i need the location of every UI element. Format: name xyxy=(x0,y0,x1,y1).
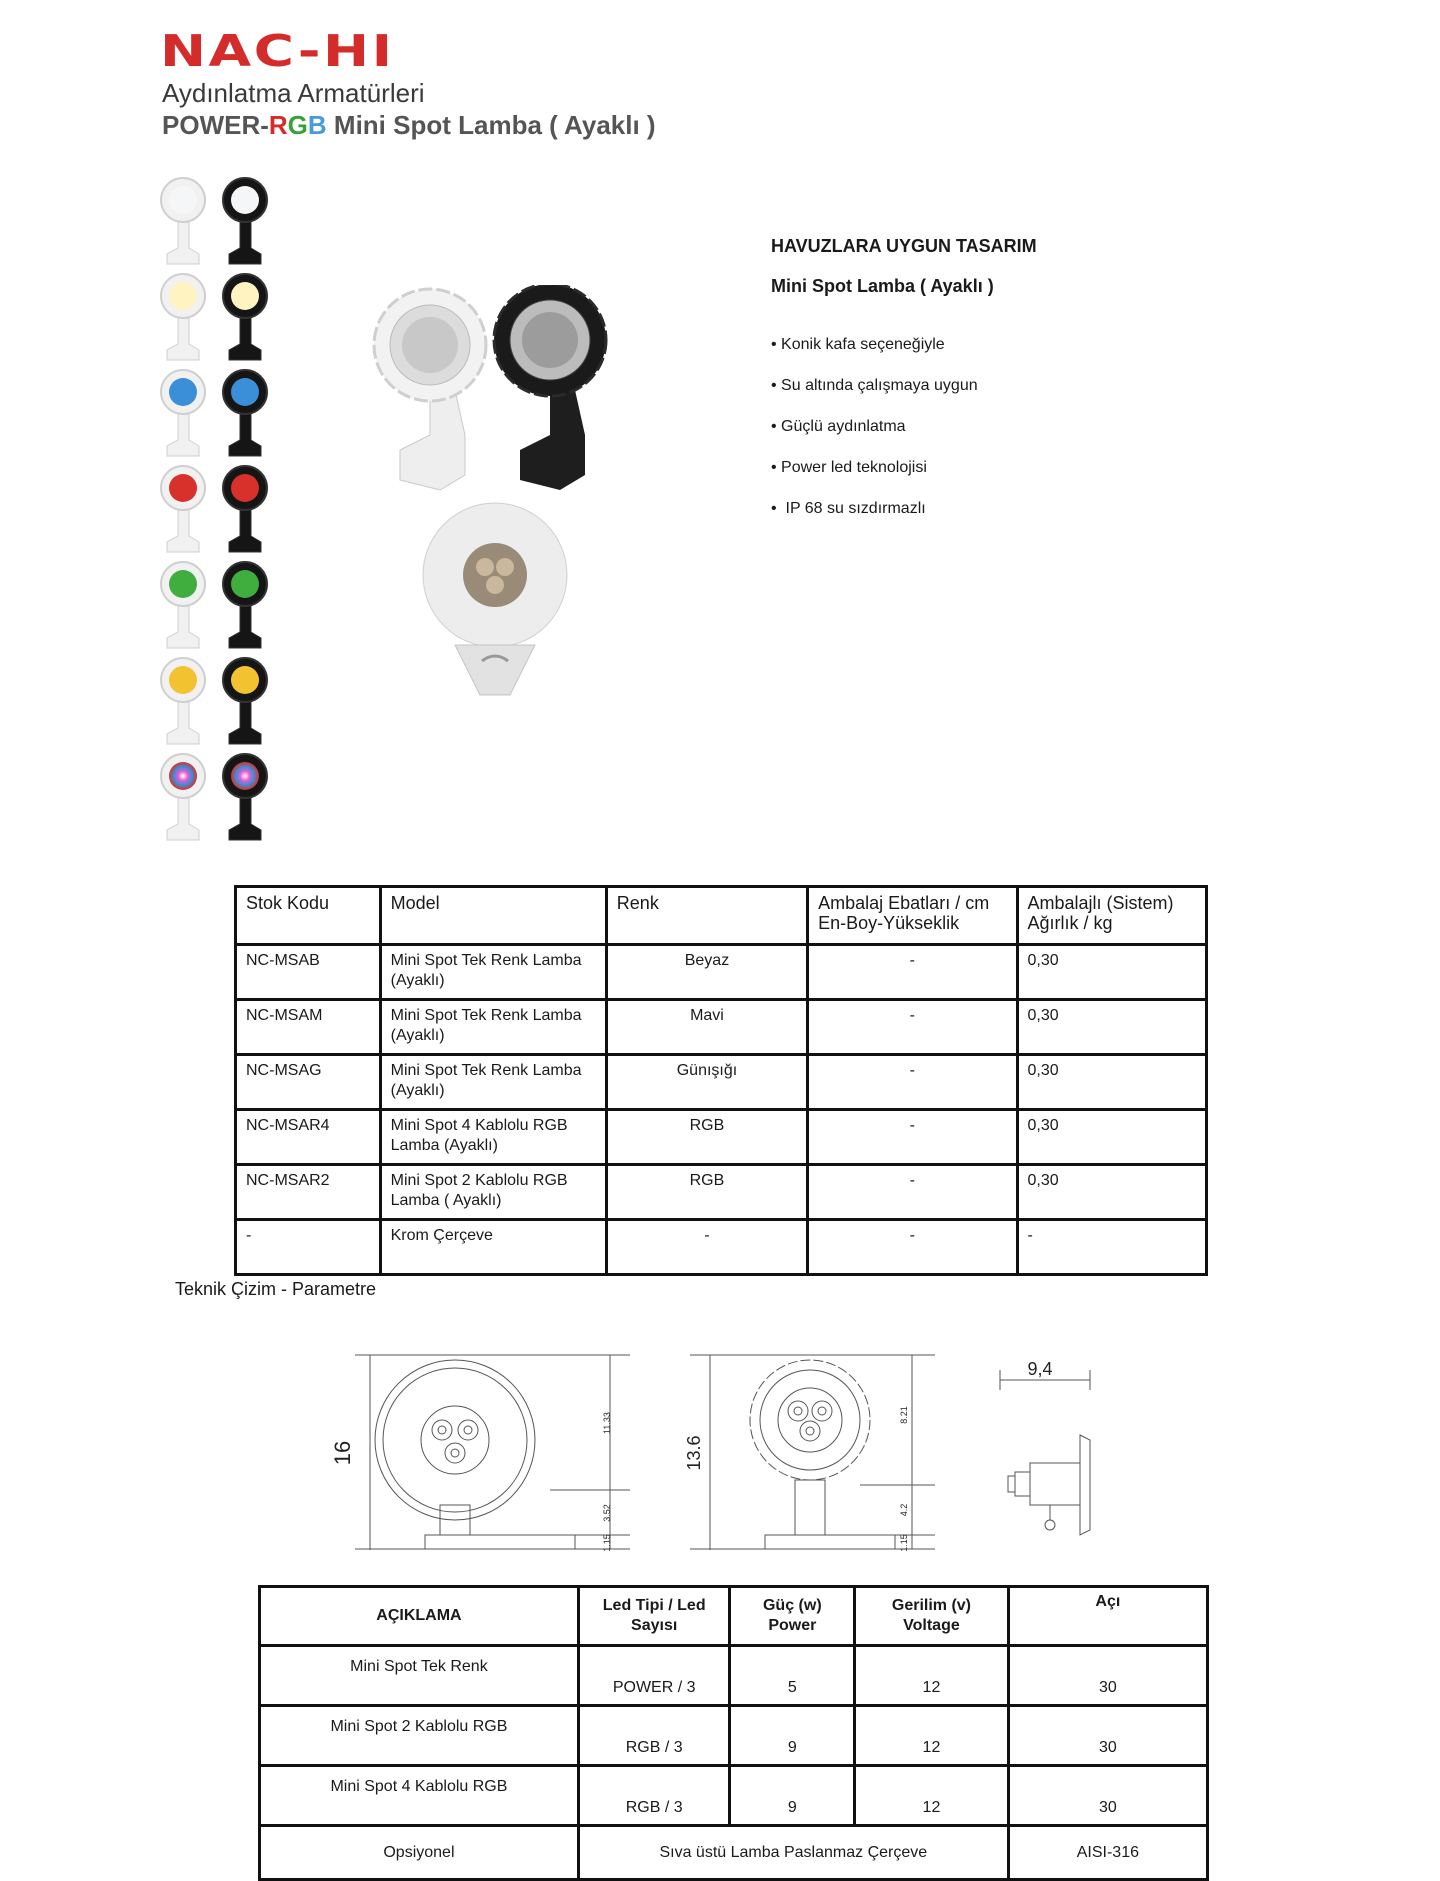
features-list xyxy=(771,336,978,541)
cell-ambalaj: - xyxy=(808,1220,1017,1275)
thumbnail-lamp xyxy=(161,274,205,360)
product-table-header xyxy=(236,887,1207,945)
cell-aci: 30 xyxy=(1008,1766,1207,1826)
cell-model: Mini Spot 4 Kablolu RGB Lamba (Ayaklı) xyxy=(380,1110,606,1165)
optional-material: AISI-316 xyxy=(1008,1826,1207,1880)
cell-renk: Beyaz xyxy=(606,945,807,1000)
brand-logo: NAC-HI xyxy=(160,26,395,77)
header-aciklama: AÇIKLAMA xyxy=(260,1587,579,1646)
dim-front-mid: 3.52 xyxy=(602,1504,612,1522)
feature-item: • Güçlü aydınlatma xyxy=(771,418,978,459)
feature-item: • Konik kafa seçeneğiyle xyxy=(771,336,978,377)
table-row xyxy=(236,945,1207,1000)
cell-agirlik: - xyxy=(1017,1220,1207,1275)
header-ambalaj: Ambalaj Ebatları / cm En-Boy-Yükseklik xyxy=(808,887,1017,945)
thumbnail-lamp xyxy=(223,658,267,744)
header-renk: Renk xyxy=(606,887,807,945)
thumbnail-lamp xyxy=(161,754,205,840)
header-aci: Açı xyxy=(1008,1587,1207,1646)
product-photos xyxy=(370,285,630,725)
thumbnail-lamp xyxy=(223,466,267,552)
cell-ambalaj: - xyxy=(808,1000,1017,1055)
thumbnail-lamp xyxy=(161,178,205,264)
cell-guc: 9 xyxy=(730,1706,855,1766)
thumbnail-lamp xyxy=(223,178,267,264)
dim-side-base: 1.15 xyxy=(899,1534,909,1552)
table-row xyxy=(236,1220,1207,1275)
cell-renk: Günışığı xyxy=(606,1055,807,1110)
dim-side-height: 13.6 xyxy=(684,1435,704,1471)
spec-table-header xyxy=(260,1587,1208,1646)
cell-aciklama: Mini Spot Tek Renk xyxy=(260,1646,579,1706)
cell-ambalaj: - xyxy=(808,1165,1017,1220)
category-title: Aydınlatma Armatürleri xyxy=(162,78,425,108)
cell-aci: 30 xyxy=(1008,1646,1207,1706)
features-subheading: Mini Spot Lamba ( Ayaklı ) xyxy=(771,276,994,296)
cell-aci: 30 xyxy=(1008,1706,1207,1766)
optional-text: Sıva üstü Lamba Paslanmaz Çerçeve xyxy=(578,1826,1008,1880)
drawing-section-title: Teknik Çizim - Parametre xyxy=(175,1279,377,1299)
profile-view-drawing xyxy=(1000,1370,1090,1535)
cell-stok-kodu: NC-MSAM xyxy=(236,1000,381,1055)
cell-renk: Mavi xyxy=(606,1000,807,1055)
table-row xyxy=(236,1110,1207,1165)
table-row xyxy=(260,1706,1208,1766)
cell-ambalaj: - xyxy=(808,1110,1017,1165)
dim-side-upper: 8.21 xyxy=(899,1406,909,1424)
spec-optional-row xyxy=(260,1826,1208,1880)
header-model: Model xyxy=(380,887,606,945)
thumbnail-lamp xyxy=(161,370,205,456)
cell-led-tipi: RGB / 3 xyxy=(578,1766,730,1826)
cell-model: Mini Spot 2 Kablolu RGB Lamba ( Ayaklı) xyxy=(380,1165,606,1220)
product-table xyxy=(234,885,1208,1276)
features-heading: HAVUZLARA UYGUN TASARIM xyxy=(771,236,1037,256)
cell-agirlik: 0,30 xyxy=(1017,945,1207,1000)
cell-stok-kodu: NC-MSAR2 xyxy=(236,1165,381,1220)
flush-lamp-photo xyxy=(423,503,567,695)
header-gerilim: Gerilim (v) Voltage xyxy=(855,1587,1009,1646)
cell-agirlik: 0,30 xyxy=(1017,1000,1207,1055)
cell-gerilim: 12 xyxy=(855,1646,1009,1706)
front-view-drawing xyxy=(355,1355,630,1550)
dim-side-mid: 4.2 xyxy=(899,1503,909,1517)
cell-stok-kodu: NC-MSAR4 xyxy=(236,1110,381,1165)
dim-depth: 9,4 xyxy=(1027,1359,1053,1379)
cell-aciklama: Mini Spot 2 Kablolu RGB xyxy=(260,1706,579,1766)
thumbnail-lamp xyxy=(223,370,267,456)
thumbnail-lamp xyxy=(223,562,267,648)
cell-guc: 9 xyxy=(730,1766,855,1826)
color-variant-thumbnails xyxy=(150,170,280,860)
feature-item: • Power led teknolojisi xyxy=(771,459,978,500)
cell-stok-kodu: NC-MSAB xyxy=(236,945,381,1000)
feature-item: • IP 68 su sızdırmazlı xyxy=(771,500,978,541)
cell-model: Mini Spot Tek Renk Lamba (Ayaklı) xyxy=(380,1055,606,1110)
cell-stok-kodu: - xyxy=(236,1220,381,1275)
cell-gerilim: 12 xyxy=(855,1706,1009,1766)
dim-front-base: 1.15 xyxy=(602,1534,612,1552)
cell-gerilim: 12 xyxy=(855,1766,1009,1826)
thumbnail-lamp xyxy=(161,466,205,552)
thumbnail-lamp xyxy=(223,274,267,360)
cell-renk: RGB xyxy=(606,1110,807,1165)
cell-agirlik: 0,30 xyxy=(1017,1110,1207,1165)
optional-label: Opsiyonel xyxy=(260,1826,579,1880)
table-row xyxy=(236,1055,1207,1110)
dim-front-upper: 11.33 xyxy=(602,1412,612,1434)
table-row xyxy=(260,1766,1208,1826)
product-title: POWER-RGB Mini Spot Lamba ( Ayaklı ) xyxy=(162,110,656,140)
thumbnail-lamp xyxy=(161,562,205,648)
cell-model: Mini Spot Tek Renk Lamba (Ayaklı) xyxy=(380,1000,606,1055)
cell-aciklama: Mini Spot 4 Kablolu RGB xyxy=(260,1766,579,1826)
cell-model: Krom Çerçeve xyxy=(380,1220,606,1275)
cell-model: Mini Spot Tek Renk Lamba (Ayaklı) xyxy=(380,945,606,1000)
cell-renk: - xyxy=(606,1220,807,1275)
table-row xyxy=(236,1165,1207,1220)
header-guc: Güç (w) Power xyxy=(730,1587,855,1646)
thumbnail-lamp xyxy=(223,754,267,840)
technical-drawing xyxy=(330,1345,1130,1565)
cell-led-tipi: RGB / 3 xyxy=(578,1706,730,1766)
dim-front-height: 16 xyxy=(330,1440,355,1466)
cell-ambalaj: - xyxy=(808,1055,1017,1110)
cell-guc: 5 xyxy=(730,1646,855,1706)
side-view-drawing xyxy=(690,1355,935,1550)
cell-agirlik: 0,30 xyxy=(1017,1055,1207,1110)
cell-renk: RGB xyxy=(606,1165,807,1220)
thumbnail-lamp xyxy=(161,658,205,744)
table-row xyxy=(260,1646,1208,1706)
spec-table xyxy=(258,1585,1209,1881)
black-lamp-photo xyxy=(494,285,606,490)
cell-stok-kodu: NC-MSAG xyxy=(236,1055,381,1110)
header-agirlik: Ambalajlı (Sistem) Ağırlık / kg xyxy=(1017,887,1207,945)
header-stok-kodu: Stok Kodu xyxy=(236,887,381,945)
table-row xyxy=(236,1000,1207,1055)
cell-agirlik: 0,30 xyxy=(1017,1165,1207,1220)
cell-ambalaj: - xyxy=(808,945,1017,1000)
cell-led-tipi: POWER / 3 xyxy=(578,1646,730,1706)
header-led-tipi: Led Tipi / Led Sayısı xyxy=(578,1587,730,1646)
feature-item: • Su altında çalışmaya uygun xyxy=(771,377,978,418)
white-lamp-photo xyxy=(374,289,486,490)
